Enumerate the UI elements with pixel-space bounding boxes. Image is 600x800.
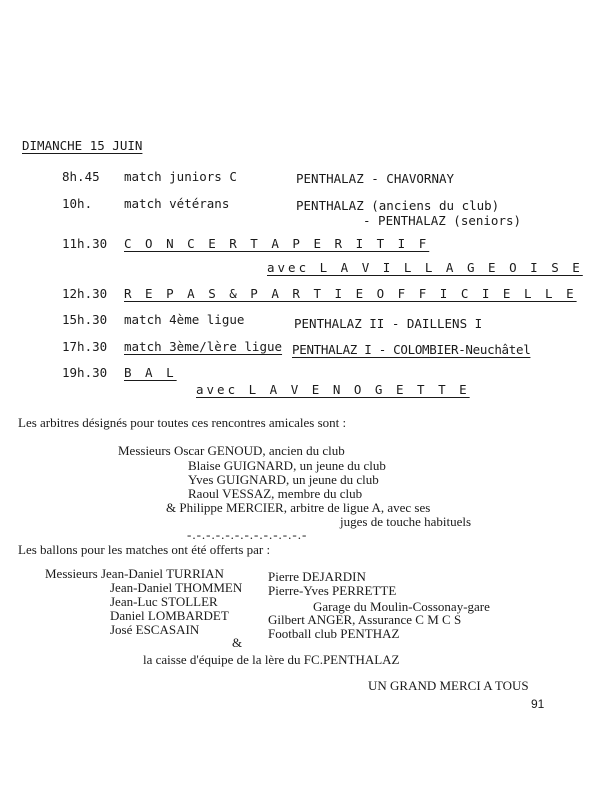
- event-veterans: match vétérans: [124, 196, 230, 211]
- donor-left: Jean-Luc STOLLER: [110, 594, 218, 609]
- donor-left: José ESCASAIN: [110, 622, 200, 637]
- detail-veterans: PENTHALAZ (anciens du club): [296, 198, 500, 213]
- donor-right: Gilbert ANGER, Assurance C M C S: [268, 612, 462, 627]
- event-juniors: match juniors C: [124, 169, 237, 184]
- thanks-line: UN GRAND MERCI A TOUS: [368, 678, 529, 693]
- referee-line: Yves GUIGNARD, un jeune du club: [188, 472, 379, 487]
- ampersand: &: [232, 635, 243, 650]
- caisse-line: la caisse d'équipe de la lère du FC.PENTHALAZ: [143, 652, 400, 667]
- detail-bal: avec L A V E N O G E T T E: [196, 382, 470, 397]
- time-15h30: 15h.30: [62, 312, 108, 327]
- detail-veterans-2: - PENTHALAZ (seniors): [363, 213, 522, 228]
- referee-line: juges de touche habituels: [340, 514, 472, 529]
- time-17h30: 17h.30: [62, 339, 108, 354]
- donor-right: Pierre DEJARDIN: [268, 569, 366, 584]
- donor-right: Football club PENTHAZ: [268, 626, 400, 641]
- detail-4eme-ligue: PENTHALAZ II - DAILLENS I: [294, 316, 483, 331]
- time-19h30: 19h.30: [62, 365, 108, 380]
- referee-line: & Philippe MERCIER, arbitre de ligue A, avec ses: [166, 500, 431, 515]
- referee-line: Blaise GUIGNARD, un jeune du club: [188, 458, 386, 473]
- event-repas: R E P A S & P A R T I E O F F I C I E L L E: [124, 286, 577, 301]
- balls-intro: Les ballons pour les matches ont été offerts par :: [18, 542, 271, 557]
- event-concert: C O N C E R T A P E R I T I F: [124, 236, 430, 251]
- page-number: 91: [531, 697, 545, 711]
- event-bal: B A L: [124, 365, 177, 380]
- donor-left: Jean-Daniel THOMMEN: [110, 580, 243, 595]
- page-heading: DIMANCHE 15 JUIN: [22, 138, 143, 153]
- donor-left: Messieurs Jean-Daniel TURRIAN: [45, 566, 224, 581]
- time-8h45: 8h.45: [62, 169, 100, 184]
- detail-3eme-ligue: PENTHALAZ I - COLOMBIER-Neuchâtel: [292, 342, 531, 357]
- donor-right: Pierre-Yves PERRETTE: [268, 583, 397, 598]
- detail-concert: avec L A V I L L A G E O I S E: [267, 260, 583, 275]
- referee-line: Raoul VESSAZ, membre du club: [188, 486, 363, 501]
- event-4eme-ligue: match 4ème ligue: [124, 312, 245, 327]
- referee-line: Messieurs Oscar GENOUD, ancien du club: [118, 443, 345, 458]
- donor-right: Garage du Moulin-Cossonay-gare: [313, 599, 490, 614]
- time-11h30: 11h.30: [62, 236, 108, 251]
- separator: -.-.-.-.-.-.-.-.-.-.-.-.-: [187, 527, 308, 542]
- detail-juniors: PENTHALAZ - CHAVORNAY: [296, 171, 455, 186]
- referees-intro: Les arbitres désignés pour toutes ces rencontres amicales sont :: [18, 415, 347, 430]
- time-10h: 10h.: [62, 196, 93, 211]
- time-12h30: 12h.30: [62, 286, 108, 301]
- donor-left: Daniel LOMBARDET: [110, 608, 229, 623]
- event-3eme-ligue: match 3ème/lère ligue: [124, 339, 283, 354]
